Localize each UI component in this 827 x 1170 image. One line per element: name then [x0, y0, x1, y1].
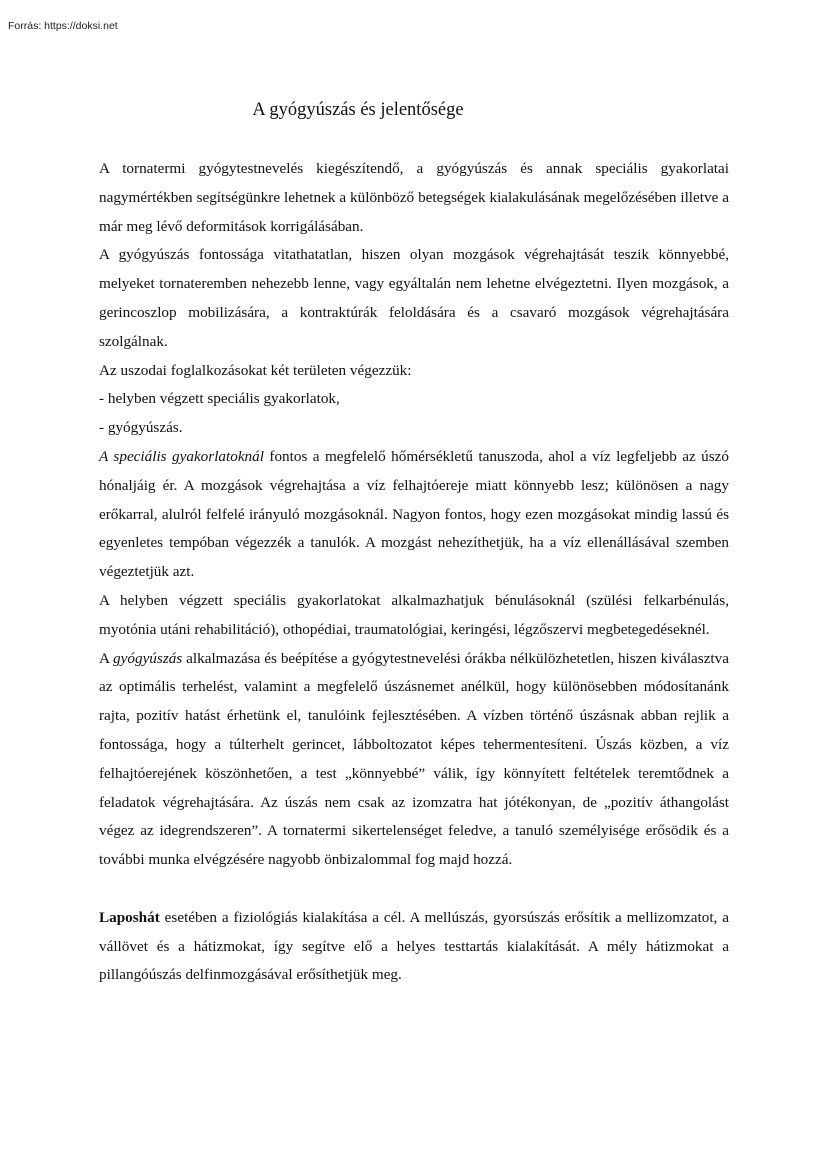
therapy-emphasis: gyógyúszás	[113, 649, 183, 667]
paragraph-special-exercises	[99, 443, 729, 587]
paragraph-intro: A tornatermi gyógytestnevelés kiegészítendő, a gyógyúszás és annak speciális gyakorlatai nagymértékben segítségünkre lehetnek a különböző betegségek kialakulásának megelőzésében illetve a már meg lévő deformitások korrigálásában.	[99, 160, 729, 235]
special-exercises-text: fontos a megfelelő hőmérsékletű tanuszoda, ahol a víz legfeljebb az úszó hónaljáig ér. A mozgások végrehajtása a víz felhajtóereje miatt könnyebb lesz; különösen a nagy erőkarral, alulról felfelé irányuló mozgásoknál. Nagyon fontos, hogy ezen mozgásokat mindig lassú és egyenletes tempóban végezzék a tanulók. A mozgást nehezíthetjük, ha a víz ellenállásával szemben végeztetjük azt.	[99, 447, 729, 581]
therapy-pre: A	[99, 649, 114, 667]
flatback-text: esetében a fiziológiás kialakítása a cél. A mellúszás, gyorsúszás erősítik a mellizomzatot, a vállövet és a hátizmokat, így segítve elő a helyes testtartás kialakítását. A mély hátizmokat a pillangóúszás delfinmozgásával erősíthetjük meg.	[99, 908, 729, 984]
therapy-text: alkalmazása és beépítése a gyógytestnevelési órákba nélkülözhetetlen, hiszen kiválasztva az optimális terhelést, valamint a megfelelő úszásnemet anélkül, hogy különösebben módosítanánk rajta, pozitív hatást érhetünk el, tanulóink fejlesztésében. A vízben történő úszásnak abban rejlik a fontossága, hogy a túlterhelt gerincet, lábboltozatot képes tehermentesíteni. Úszás közben, a víz felhajtóerejének köszönhetően, a test „könnyebbé” válik, így könnyített feltételek teremtődnek a feladatok végrehajtására. Az úszás nem csak az izomzatra hat jótékonyan, de „pozitív áthangolást végez az idegrendszeren”. A tornatermi sikertelenséget feledve, a tanuló személyisége erősödik és a további munka elvégzésére nagyobb önbizalommal fog majd hozzá.	[99, 649, 729, 869]
list-item: - gyógyúszás.	[99, 419, 183, 437]
document-body	[99, 155, 729, 990]
paragraph-importance: A gyógyúszás fontossága vitathatatlan, hiszen olyan mozgások végrehajtását teszik könnyebbé, melyeket tornateremben nehezebb lenne, vagy egyáltalán nem lehetne elvégeztetni. Ilyen mozgások, a gerincoszlop mobilizására, a kontraktúrák feloldására és a csavaró mozgások végrehajtására szolgálnak.	[99, 246, 729, 350]
list-item: - helyben végzett speciális gyakorlatok,	[99, 390, 340, 408]
paragraph-applications: A helyben végzett speciális gyakorlatokat alkalmazhatjuk bénulásoknál (szülési felkarbénulás, myotónia utáni rehabilitáció), othopédiai, traumatológiai, keringési, légzőszervi megbetegedéseknél.	[99, 591, 729, 638]
source-label: Forrás: https://doksi.net	[8, 20, 118, 32]
paragraph-flatback	[99, 904, 729, 990]
paragraph-areas-intro: Az uszodai foglalkozásokat két területen végezzük:	[99, 361, 412, 379]
flatback-lead: Laposhát	[99, 908, 160, 926]
paragraph-therapy	[99, 645, 729, 875]
page-title: A gyógyúszás és jelentősége	[252, 100, 464, 120]
special-exercises-lead: A speciális gyakorlatoknál	[99, 447, 264, 465]
